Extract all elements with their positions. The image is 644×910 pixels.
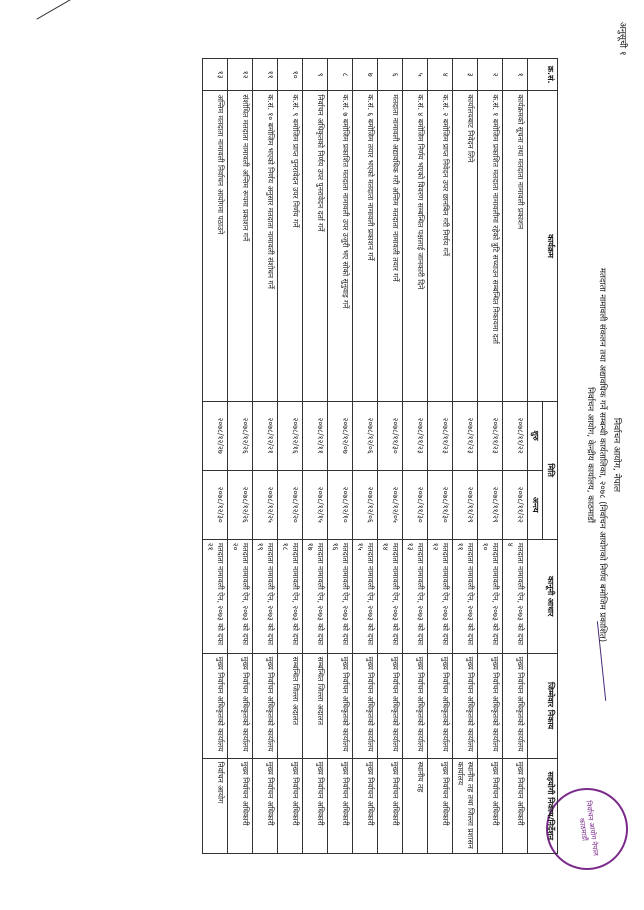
table-row	[478, 59, 503, 854]
cell-task: क.सं. ४ बमोजिम निर्णय भएको विवरण सम्बन्धित पक्षलाई जानकारी दिने	[403, 91, 428, 401]
cell-basis: मतदाता नामावली ऐन, २०७३ को दफा १०	[478, 539, 503, 653]
cell-end: २०७८/१२/१५	[303, 470, 328, 539]
table-row	[278, 59, 303, 854]
table-row	[428, 59, 453, 854]
header-date-group: मिति	[543, 401, 558, 539]
cell-sn: १३	[203, 59, 228, 91]
cell-task: क.सं. १ बमोजिम प्रकाशित मतदाता नामावलीमा रहेको त्रुटि सच्याउन सम्बन्धित निकायमा दर्ता	[478, 91, 503, 401]
cell-sn: ५	[403, 59, 428, 91]
table-row	[403, 59, 428, 854]
cell-task: निर्वाचन अधिकृतको निर्णय उपर पुनरावेदन दर्ता गर्ने	[303, 91, 328, 401]
cell-sn: ३	[453, 59, 478, 91]
cell-basis: मतदाता नामावली ऐन, २०७३ को दफा २१	[203, 539, 228, 653]
cell-task: अन्तिम मतदाता नामावली निर्वाचन आयोगमा पठाउने	[203, 91, 228, 401]
cell-end: २०७८/११/२९	[453, 470, 478, 539]
page-label: अनुसूची १	[617, 22, 627, 56]
cell-basis: मतदाता नामावली ऐन, २०७३ को दफा १६	[328, 539, 353, 653]
cell-task: क.सं. २ बमोजिम प्राप्त निवेदन उपर छानबिन गरी निर्णय गर्ने	[428, 91, 453, 401]
cell-basis: मतदाता नामावली ऐन, २०७३ को दफा ४	[503, 539, 528, 653]
table-row	[228, 59, 253, 854]
cell-start: २०७८/१२/०६	[353, 401, 378, 470]
cell-end: २०७८/१२/२५	[253, 470, 278, 539]
cell-sn: ६	[378, 59, 403, 91]
cell-task: क.सं. ७ बमोजिम प्रकाशित मतदाता नामावली उपर उजुरी भए सोको सुनुवाइ गर्ने	[328, 91, 353, 401]
cell-basis: मतदाता नामावली ऐन, २०७३ को दफा १७	[303, 539, 328, 653]
cell-support: मुख्य निर्वाचन अधिकारी	[478, 758, 503, 853]
cell-start: २०७८/११/३०	[378, 401, 403, 470]
cell-sn: २	[478, 59, 503, 91]
cell-basis: मतदाता नामावली ऐन, २०७३ को दफा १९	[253, 539, 278, 653]
cell-support: मुख्य निर्वाचन अधिकारी	[228, 758, 253, 853]
schedule-table	[202, 58, 558, 854]
cell-support: मुख्य निर्वाचन अधिकारी	[353, 758, 378, 853]
cell-responsible: सम्बन्धित जिल्ला अदालत	[303, 653, 328, 758]
cell-responsible: मुख्य निर्वाचन अधिकृतको कार्यालय	[428, 653, 453, 758]
cell-task: क.सं. ६ बमोजिम तयार भएको मतदाता नामावली प्रकाशन गर्ने	[353, 91, 378, 401]
cell-end: २०७८/१२/३०	[203, 470, 228, 539]
cell-start: २०७८/१२/११	[303, 401, 328, 470]
cell-task: कार्यक्रमको सूचना तथा मतदाता नामावली प्रकाशन	[503, 91, 528, 401]
cell-basis: मतदाता नामावली ऐन, २०७३ को दफा ११	[453, 539, 478, 653]
cell-sn: १	[503, 59, 528, 91]
cell-responsible: मुख्य निर्वाचन अधिकृतको कार्यालय	[378, 653, 403, 758]
cell-sn: १२	[228, 59, 253, 91]
cell-end: २०७८/१२/२६	[228, 470, 253, 539]
header-responsible: जिम्मेवार निकाय	[528, 653, 558, 758]
header-support: सहयोगी निकाय/निर्देशन	[528, 758, 558, 853]
cell-support: मुख्य निर्वाचन अधिकारी	[378, 758, 403, 853]
cell-responsible: मुख्य निर्वाचन अधिकृतको कार्यालय	[478, 653, 503, 758]
cell-start: २०७८/१२/२७	[203, 401, 228, 470]
cell-responsible: मुख्य निर्वाचन अधिकृतको कार्यालय	[453, 653, 478, 758]
cell-basis: मतदाता नामावली ऐन, २०७३ को दफा १८	[278, 539, 303, 653]
cell-responsible: मुख्य निर्वाचन अधिकृतको कार्यालय	[403, 653, 428, 758]
cell-task: कार्यालयबाट निवेदन लिने	[453, 91, 478, 401]
cell-sn: ७	[353, 59, 378, 91]
cell-end: २०७८/११/२२	[503, 470, 528, 539]
cell-support: मुख्य निर्वाचन अधिकारी	[428, 758, 453, 853]
table-row	[328, 59, 353, 854]
cell-support: मुख्य निर्वाचन अधिकारी	[253, 758, 278, 853]
cell-start: २०७८/१२/२१	[253, 401, 278, 470]
cell-support: मुख्य निर्वाचन अधिकारी	[303, 758, 328, 853]
cell-start: २०७८/११/२३	[478, 401, 503, 470]
margin-signature	[36, 0, 91, 54]
cell-task: संशोधित मतदाता नामावली अन्तिम रूपमा प्रकाशन गर्ने	[228, 91, 253, 401]
cell-support: स्थानीय तह	[403, 758, 428, 853]
cell-task: क.सं. १० बमोजिम भएको निर्णय अनुसार मतदाता नामावली संशोधन गर्ने	[253, 91, 278, 401]
cell-responsible: मुख्य निर्वाचन अधिकृतको कार्यालय	[253, 653, 278, 758]
cell-responsible: मुख्य निर्वाचन अधिकृतको कार्यालय	[328, 653, 353, 758]
cell-start: २०७८/१२/०७	[328, 401, 353, 470]
cell-responsible: मुख्य निर्वाचन अधिकृतको कार्यालय	[203, 653, 228, 758]
cell-sn: ८	[328, 59, 353, 91]
cell-basis: मतदाता नामावली ऐन, २०७३ को दफा २०	[228, 539, 253, 653]
cell-task: मतदाता नामावली अद्यावधिक गरी अन्तिम मतदाता नामावली तयार गर्ने	[378, 91, 403, 401]
cell-end: २०७८/१२/०५	[378, 470, 403, 539]
document-title: मतदाता नामावली संकलन तथा अद्यावधिक गर्ने सम्बन्धी कार्यतालिका, २०७८ (निर्वाचन आयोगको निर्णय बमोजिम प्रकाशित)	[597, 267, 607, 643]
cell-end: २०७८/११/३०	[403, 470, 428, 539]
cell-support: मुख्य निर्वाचन अधिकारी	[328, 758, 353, 853]
cell-task: क.सं. ९ बमोजिम प्राप्त पुनरावेदन उपर निर्णय गर्ने	[278, 91, 303, 401]
cell-end: २०७८/१२/२०	[278, 470, 303, 539]
cell-start: २०७८/११/२३	[453, 401, 478, 470]
cell-sn: ४	[428, 59, 453, 91]
cell-end: २०७८/११/३०	[428, 470, 453, 539]
cell-start: २०७८/११/२३	[428, 401, 453, 470]
office-line: निर्वाचन आयोग, नेपाल	[611, 417, 621, 493]
table-row	[303, 59, 328, 854]
table-row	[503, 59, 528, 854]
cell-basis: मतदाता नामावली ऐन, २०७३ को दफा १३	[403, 539, 428, 653]
cell-responsible: मुख्य निर्वाचन अधिकृतको कार्यालय	[353, 653, 378, 758]
cell-sn: ९	[303, 59, 328, 91]
header-start: शुरु	[528, 401, 543, 470]
cell-basis: मतदाता नामावली ऐन, २०७३ को दफा १४	[378, 539, 403, 653]
cell-support: निर्वाचन आयोग	[203, 758, 228, 853]
cell-start: २०७८/१२/२६	[228, 401, 253, 470]
cell-end: २०७८/१२/०६	[353, 470, 378, 539]
office-seal: निर्वाचन आयोग नेपाल काठमाडौं	[541, 783, 634, 876]
cell-start: २०७८/११/२३	[403, 401, 428, 470]
cell-sn: ११	[253, 59, 278, 91]
document-subtitle: निर्वाचन आयोग, केन्द्रीय कार्यालय, काठमाडौं	[585, 387, 595, 523]
header-sn: क्र.सं.	[528, 59, 558, 91]
header-basis: कानूनी आधार	[528, 539, 558, 653]
cell-support: स्थानीय तह तथा जिल्ला प्रशासन कार्यालय	[453, 758, 478, 853]
cell-basis: मतदाता नामावली ऐन, २०७३ को दफा १५	[353, 539, 378, 653]
cell-support: मुख्य निर्वाचन अधिकारी	[278, 758, 303, 853]
table-header-row	[543, 59, 558, 854]
header-task: कार्यक्रम	[528, 91, 558, 401]
cell-responsible: मुख्य निर्वाचन अधिकृतको कार्यालय	[228, 653, 253, 758]
cell-start: २०७८/११/२२	[503, 401, 528, 470]
table-row	[453, 59, 478, 854]
cell-support: मुख्य निर्वाचन अधिकारी	[503, 758, 528, 853]
cell-basis: मतदाता नामावली ऐन, २०७३ को दफा १२	[428, 539, 453, 653]
cell-end: २०७८/११/२९	[478, 470, 503, 539]
table-row	[203, 59, 228, 854]
cell-responsible: मुख्य निर्वाचन अधिकृतको कार्यालय	[503, 653, 528, 758]
table-row	[253, 59, 278, 854]
table-row	[378, 59, 403, 854]
cell-end: २०७८/१२/१०	[328, 470, 353, 539]
cell-start: २०७८/१२/१६	[278, 401, 303, 470]
title-block	[584, 120, 608, 790]
cell-sn: १०	[278, 59, 303, 91]
header-end: अन्त्य	[528, 470, 543, 539]
cell-responsible: सम्बन्धित जिल्ला अदालत	[278, 653, 303, 758]
table-row	[353, 59, 378, 854]
